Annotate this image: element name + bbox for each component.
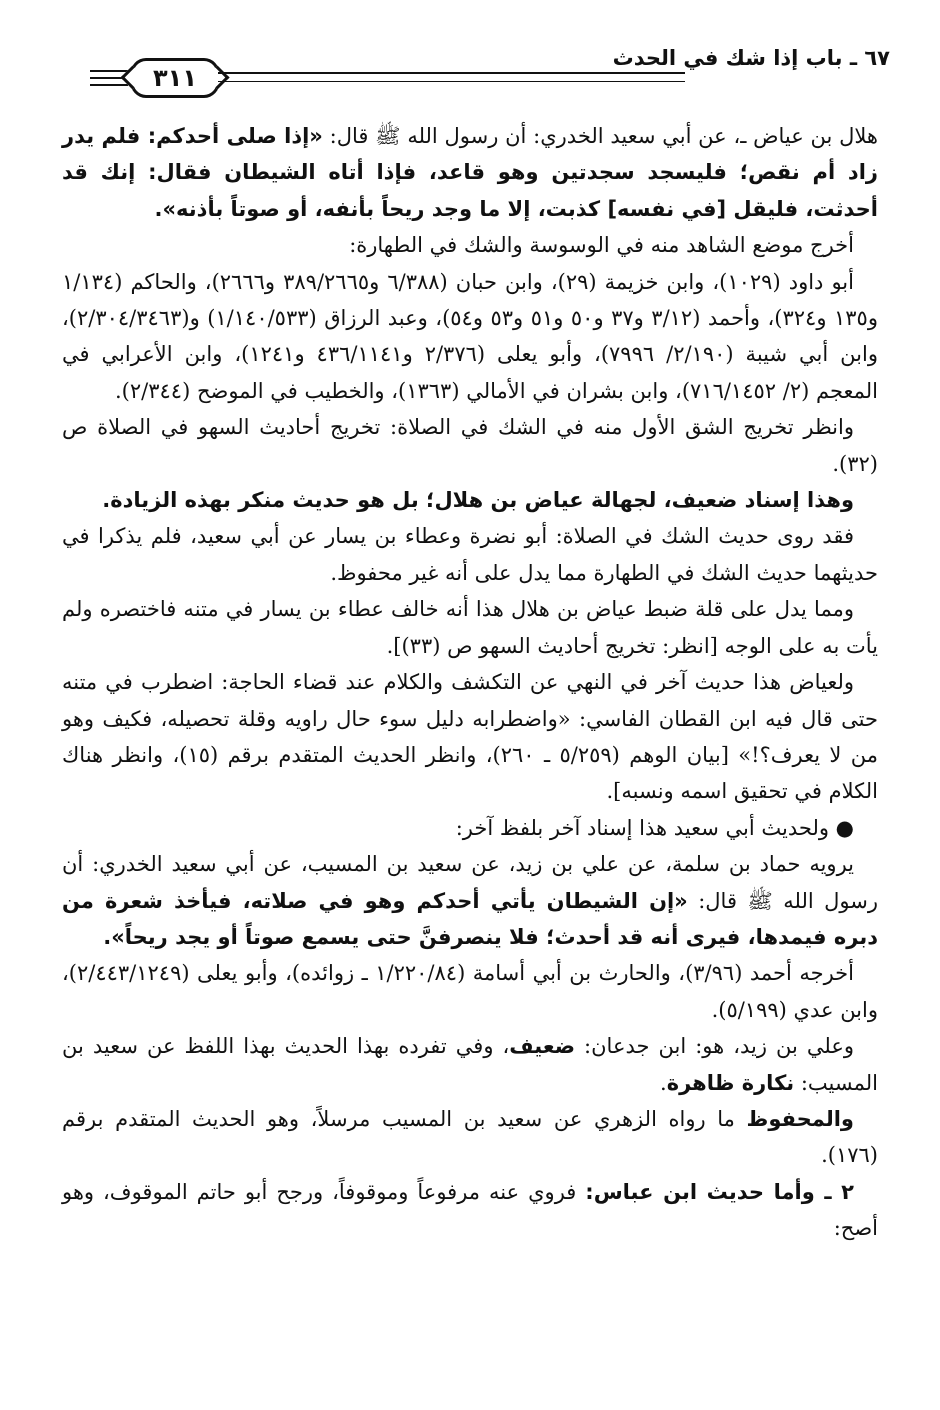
text-run: ما رواه الزهري عن سعيد بن المسيب مرسلاً، وهو الحديث المتقدم برقم (١٧٦). bbox=[62, 1106, 878, 1168]
text-run: فروي عنه مرفوعاً وموقوفاً، ورجح أبو حاتم الموقوف، وهو أصح: bbox=[62, 1179, 878, 1241]
paragraph bbox=[62, 482, 878, 518]
bold-text: والمحفوظ bbox=[746, 1106, 854, 1131]
bold-text: ٢ ـ وأما حديث ابن عباس: bbox=[585, 1179, 854, 1204]
text-run: ، وفي تفرده بهذا الحديث بهذا اللفظ عن سعيد بن المسيب: bbox=[62, 1034, 878, 1095]
text-run: أبو داود (١٠٢٩)، وابن خزيمة (٢٩)، وابن حبان (٦/٣٨٨ و٣٨٩/٢٦٦٥ و٢٦٦٦)، والحاكم (١/١٣٤ و١٣٥ و٣٢٤)، وأحمد (٣/١٢ و٣٧ و٥٠ و٥١ و٥٣ و٥٤)، وعبد الرزاق (١/١٤٠/٥٣٣) و(٢/٣٠٤/٣٤٦٣)، وابن أبي شيبة (٢/١٩٠/ ٧٩٩٦)، وأبو يعلى (٢/٣٧٦ و٤٣٦/١١٤١ و١٢٤١)، وابن الأعرابي في المعجم (٢/ ٧١٦/١٤٥٢)، وابن بشران في الأمالي (١٣٦٣)، والخطيب في الموضح (٢/٣٤٤). bbox=[62, 269, 878, 403]
text-run: أخرج موضع الشاهد منه في الوسوسة والشك في الطهارة: bbox=[349, 233, 854, 258]
page-body bbox=[62, 118, 878, 1247]
paragraph bbox=[62, 264, 878, 410]
text-run: ولعياض هذا حديث آخر في النهي عن التكشف والكلام عند قضاء الحاجة: اضطرب في متنه حتى قال فيه ابن القطان الفاسي: «واضطرابه دليل سوء حال راويه وقلة تحصيله، فكيف وهو من لا يعرف؟!» [بيان الوهم (٥/٢٥٩ ـ ٢٦٠)، وانظر الحديث المتقدم برقم (١٥)، وانظر هناك الكلام في تحقيق اسمه ونسبه]. bbox=[62, 670, 878, 804]
text-run: وانظر تخريج الشق الأول منه في الشك في الصلاة: تخريج أحاديث السهو في الصلاة ص (٣٢). bbox=[62, 415, 878, 476]
text-run: أخرجه أحمد (٣/٩٦)، والحارث بن أبي أسامة (١/٢٢٠/٨٤ ـ زوائده)، وأبو يعلى (٢/٤٤٣/١٢٤٩)، وابن عدي (٥/١٩٩). bbox=[62, 961, 878, 1022]
bold-text: ضعيف bbox=[509, 1034, 576, 1059]
paragraph bbox=[62, 810, 878, 846]
paragraph bbox=[62, 664, 878, 810]
text-run: هلال بن عياض ـ، عن أبي سعيد الخدري: أن رسول الله ﷺ قال: bbox=[322, 124, 879, 148]
text-run: . bbox=[660, 1070, 667, 1095]
text-run: يرويه حماد بن سلمة، عن علي بن زيد، عن سعيد بن المسيب، عن أبي سعيد الخدري: أن رسول الله ﷺ قال: bbox=[62, 852, 878, 913]
header-rule-left bbox=[90, 84, 128, 86]
paragraph bbox=[62, 1174, 878, 1247]
paragraph bbox=[62, 1028, 878, 1101]
header-rule bbox=[218, 81, 685, 82]
chapter-title: ٦٧ ـ باب إذا شك في الحدث bbox=[612, 46, 890, 70]
paragraph bbox=[62, 118, 878, 227]
paragraph bbox=[62, 518, 878, 591]
text-run: فقد روى حديث الشك في الصلاة: أبو نضرة وعطاء بن يسار عن أبي سعيد، فلم يذكرا في حديثهما حديث الشك في الطهارة مما يدل على أنه غير محفوظ. bbox=[62, 524, 878, 585]
bold-text: نكارة ظاهرة bbox=[666, 1070, 795, 1095]
page-header bbox=[90, 40, 890, 100]
page-number: ٣١١ bbox=[130, 58, 220, 98]
text-run: وعلي بن زيد، هو: ابن جدعان: bbox=[575, 1034, 855, 1059]
bold-text: «إن الشيطان يأتي أحدكم وهو في صلاته، فيأخذ شعرة من دبره فيمدها، فيرى أنه قد أحدث؛ فلا ينصرفنَّ حتى يسمع صوتاً أو يجد ريحاً». bbox=[62, 888, 878, 949]
paragraph bbox=[62, 409, 878, 482]
header-rule bbox=[218, 72, 685, 74]
paragraph bbox=[62, 227, 878, 263]
bold-text: وهذا إسناد ضعيف، لجهالة عياض بن هلال؛ بل هو حديث منكر بهذه الزيادة. bbox=[102, 488, 854, 513]
paragraph bbox=[62, 1101, 878, 1174]
text-run: ومما يدل على قلة ضبط عياض بن هلال هذا أنه خالف عطاء بن يسار في متنه فاختصره ولم يأت به على الوجه [انظر: تخريج أحاديث السهو ص (٣٣)]. bbox=[62, 597, 878, 658]
paragraph bbox=[62, 955, 878, 1028]
bold-text: «إذا صلى أحدكم: فلم يدر زاد أم نقص؛ فليسجد سجدتين وهو قاعد، فإذا أتاه الشيطان فقال: إنك قد أحدثت، فليقل [في نفسه] كذبت، إلا ما وجد ريحاً بأنفه، أو صوتاً بأذنه». bbox=[62, 124, 878, 221]
paragraph bbox=[62, 846, 878, 955]
header-rule-left bbox=[90, 70, 128, 72]
paragraph bbox=[62, 591, 878, 664]
text-run: ● ولحديث أبي سعيد هذا إسناد آخر بلفظ آخر: bbox=[455, 815, 854, 840]
